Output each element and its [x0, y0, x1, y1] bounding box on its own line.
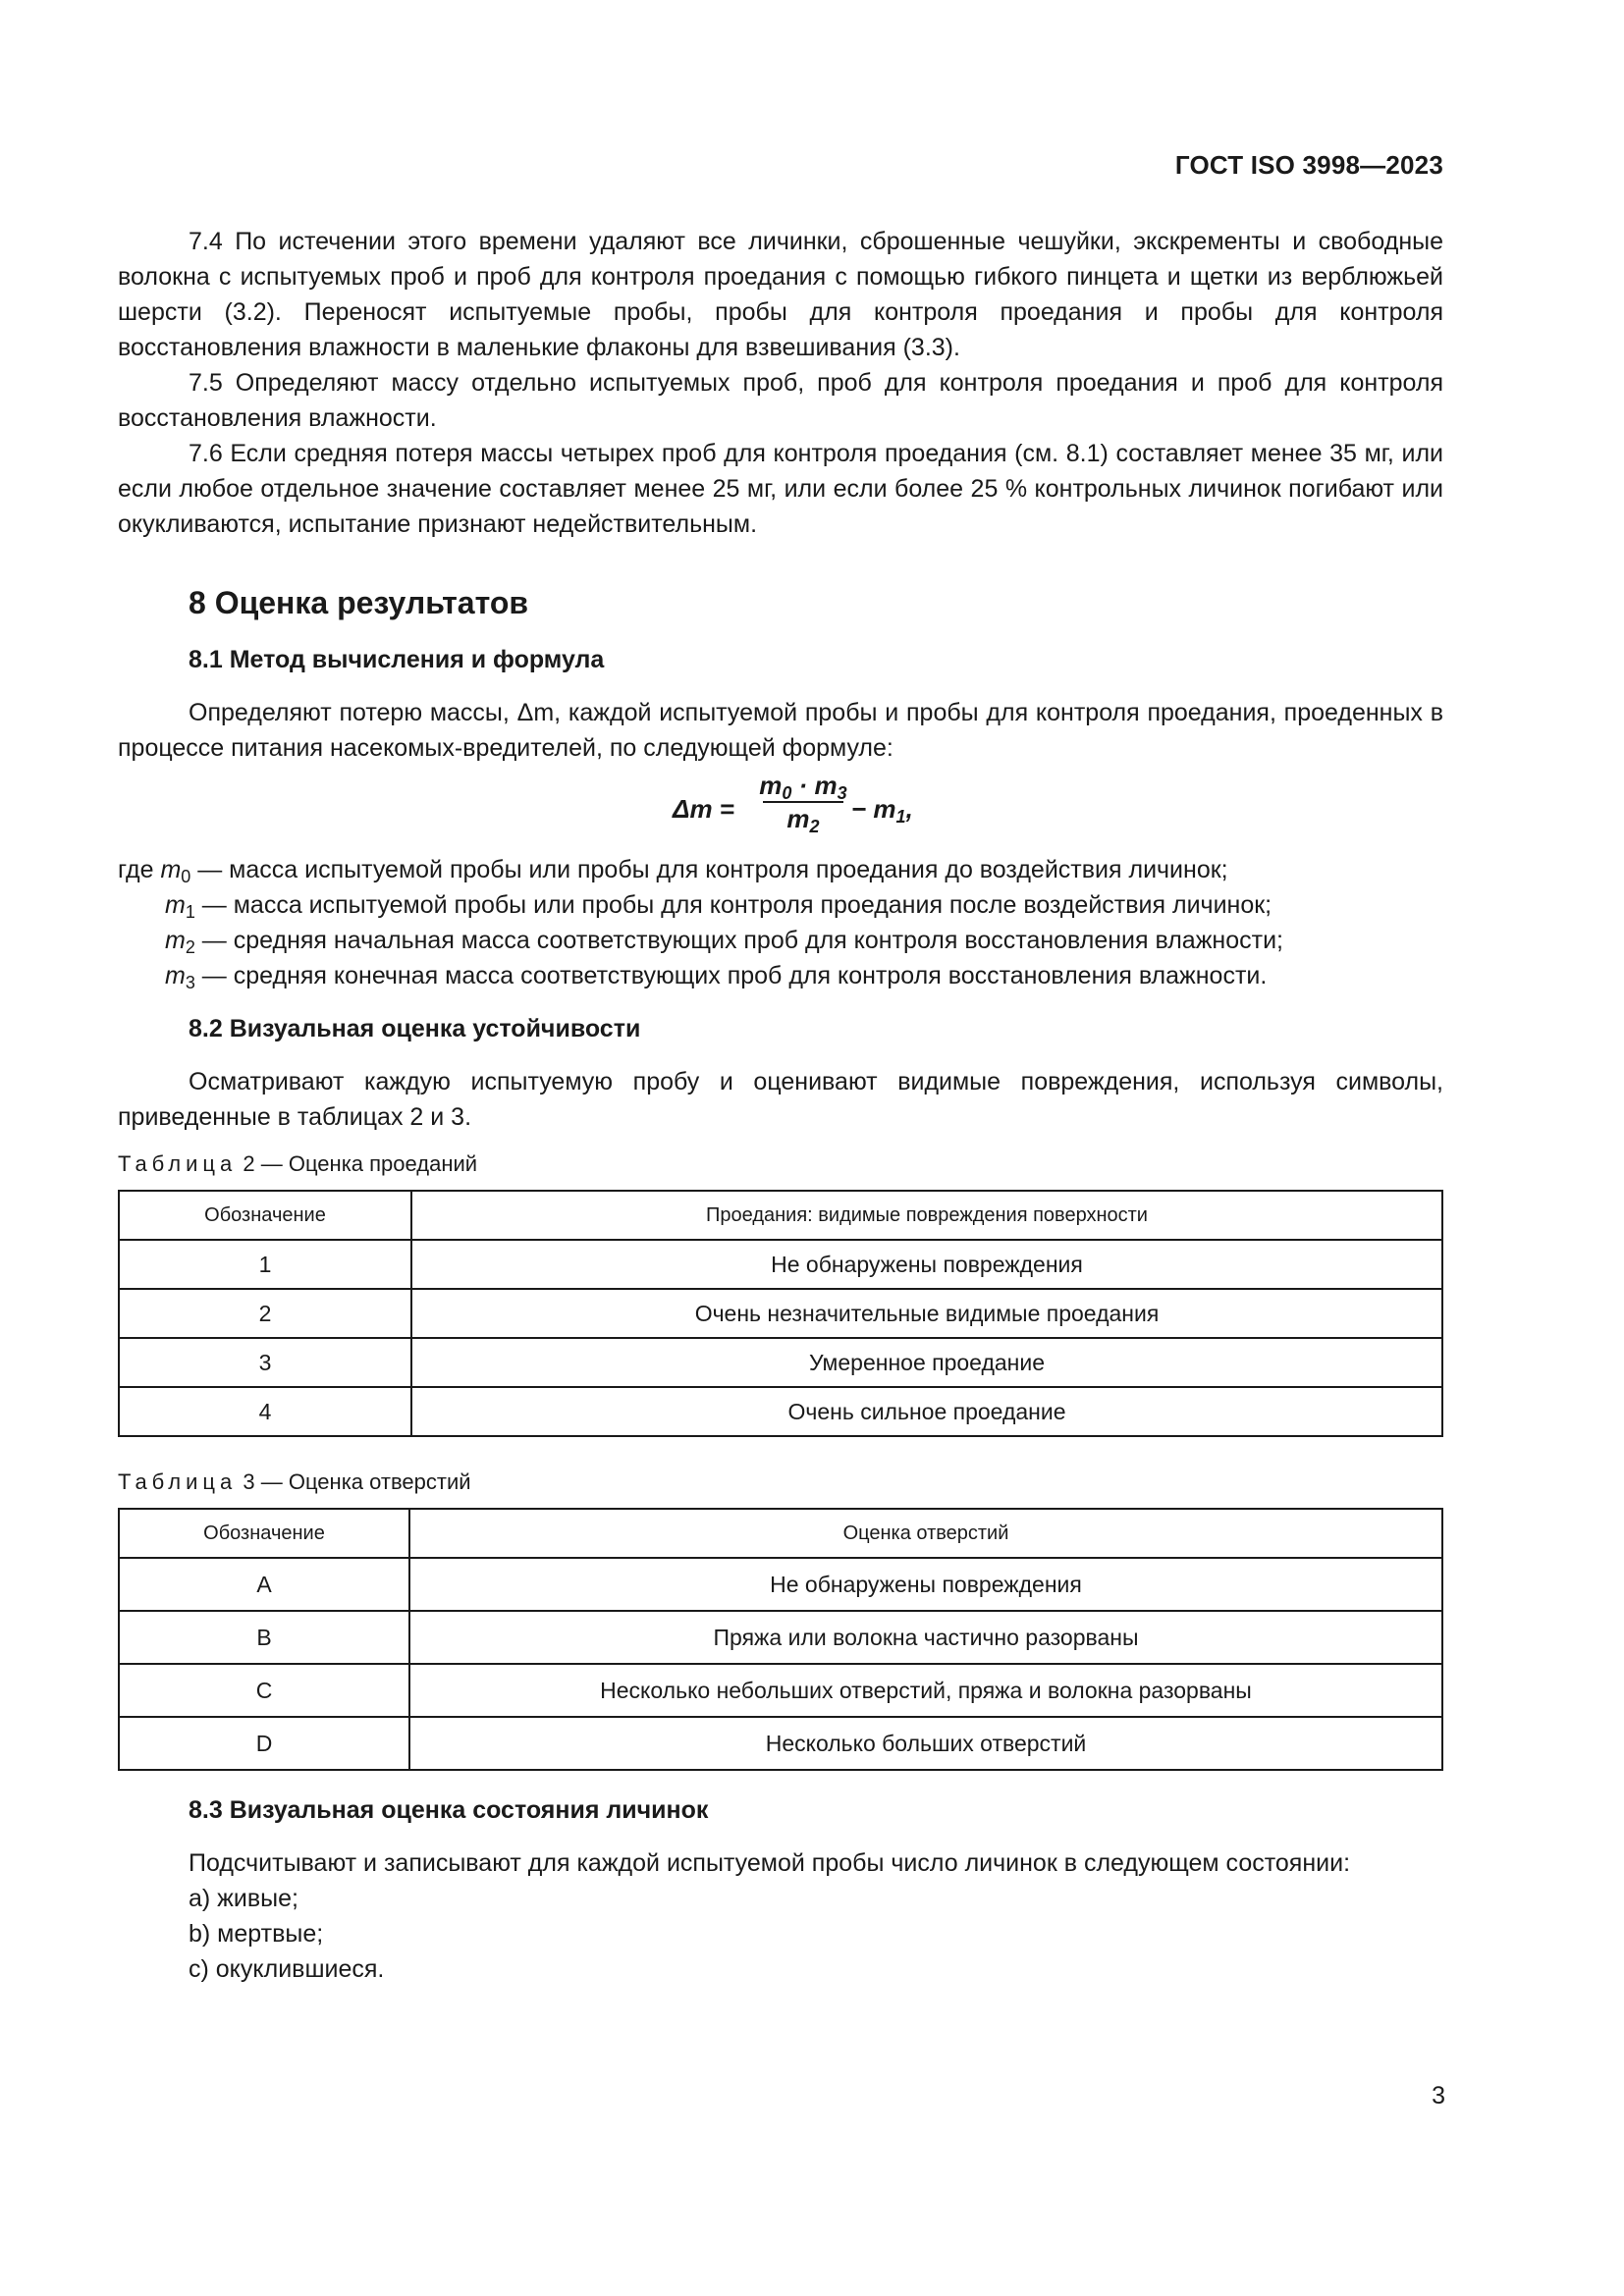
- table-cell: 1: [119, 1240, 411, 1289]
- table-row: [119, 1611, 1442, 1664]
- table-cell: Не обнаружены повреждения: [409, 1558, 1442, 1611]
- table-cell: D: [119, 1717, 409, 1770]
- variable-m3: $m_3$ — средняя конечная масса соответствующих проб для контроля восстановления влажности.: [165, 962, 1268, 992]
- document-id-header: ГОСТ ISO 3998—2023: [1174, 150, 1443, 180]
- formula-lhs: Δm =: [673, 794, 734, 824]
- table-cell: Очень незначительные видимые проедания: [411, 1289, 1442, 1338]
- table-cell: Умеренное проедание: [411, 1338, 1442, 1387]
- table-row: [119, 1558, 1442, 1611]
- table-row: [119, 1289, 1442, 1338]
- table-2-damage-rating: [118, 1190, 1443, 1437]
- table-header-cell: Обозначение: [119, 1509, 409, 1558]
- subsection-8-3-heading: 8.3 Визуальная оценка состояния личинок: [189, 1796, 709, 1824]
- page-content: [118, 224, 1443, 1987]
- table-header-row: [119, 1509, 1442, 1558]
- paragraph-7-4: 7.4 По истечении этого времени удаляют все личинки, сброшенные чешуйки, экскременты и свободные волокна с испытуемых проб и проб для контроля проедания с помощью гибкого пинцета и щетки из верблюжьей шерсти (3.2). Переносят испытуемые пробы, пробы для контроля проедания и пробы для контроля восстановления влажности в маленькие флаконы для взвешивания (3.3).: [118, 228, 1443, 361]
- table-header-cell: Обозначение: [119, 1191, 411, 1240]
- table-2-caption: Таблица 2 — Оценка проеданий: [118, 1151, 478, 1176]
- formula-variable-list: [118, 852, 1443, 993]
- table-cell: Не обнаружены повреждения: [411, 1240, 1442, 1289]
- table-row: [119, 1664, 1442, 1717]
- table-cell: Пряжа или волокна частично разорваны: [409, 1611, 1442, 1664]
- larvae-state-list: [118, 1881, 1443, 1987]
- paragraph-7-6: 7.6 Если средняя потеря массы четырех проб для контроля проедания (см. 8.1) составляет менее 35 мг, или если любое отдельное значение составляет менее 25 мг, или если более 25 % контрольных личинок погибают или окукливаются, испытание признают недействительным.: [118, 440, 1443, 538]
- paragraph-8-2: Осматривают каждую испытуемую пробу и оценивают видимые повреждения, используя символы, приведенные в таблицах 2 и 3.: [118, 1068, 1443, 1131]
- formula-rhs: − $m_1$,: [851, 794, 913, 827]
- variable-m2: $m_2$ — средняя начальная масса соответствующих проб для контроля восстановления влажности;: [165, 927, 1283, 957]
- table-header-cell: Оценка отверстий: [409, 1509, 1442, 1558]
- variable-m0: где $m_0$ — масса испытуемой пробы или пробы для контроля проедания до воздействия личинок;: [118, 856, 1228, 886]
- table-row: [119, 1338, 1442, 1387]
- table-header-row: [119, 1191, 1442, 1240]
- formula-denominator: $m_2$: [786, 804, 820, 836]
- table-cell: 2: [119, 1289, 411, 1338]
- paragraph-7-5: 7.5 Определяют массу отдельно испытуемых проб, проб для контроля проедания и проб для контроля восстановления влажности.: [118, 369, 1443, 432]
- table-cell: C: [119, 1664, 409, 1717]
- table-cell: 4: [119, 1387, 411, 1436]
- subsection-8-1-heading: 8.1 Метод вычисления и формула: [189, 646, 605, 673]
- section-8-heading: 8 Оценка результатов: [189, 585, 529, 620]
- page-number: 3: [1432, 2082, 1445, 2109]
- list-item: a) живые;: [189, 1885, 298, 1912]
- list-item: c) окуклившиеся.: [189, 1955, 385, 1983]
- table-row: [119, 1717, 1442, 1770]
- table-cell: B: [119, 1611, 409, 1664]
- table-cell: Несколько небольших отверстий, пряжа и волокна разорваны: [409, 1664, 1442, 1717]
- formula-numerator: $m_0 \cdot m_3$: [759, 771, 847, 803]
- table-cell: Очень сильное проедание: [411, 1387, 1442, 1436]
- table-row: [119, 1240, 1442, 1289]
- table-cell: 3: [119, 1338, 411, 1387]
- paragraph-8-1: Определяют потерю массы, Δm, каждой испытуемой пробы и пробы для контроля проедания, проеденных в процессе питания насекомых-вредителей, по следующей формуле:: [118, 699, 1443, 762]
- formula-fraction: [759, 770, 847, 834]
- paragraph-8-3: Подсчитывают и записывают для каждой испытуемой пробы число личинок в следующем состоянии:: [189, 1849, 1351, 1877]
- list-item: b) мертвые;: [189, 1920, 324, 1948]
- table-cell: Несколько больших отверстий: [409, 1717, 1442, 1770]
- table-header-cell: Проедания: видимые повреждения поверхности: [411, 1191, 1442, 1240]
- table-cell: A: [119, 1558, 409, 1611]
- mass-loss-formula: [118, 770, 1443, 842]
- variable-m1: $m_1$ — масса испытуемой пробы или пробы для контроля проедания после воздействия личинок;: [165, 891, 1272, 922]
- table-3-caption: Таблица 3 — Оценка отверстий: [118, 1469, 471, 1494]
- table-3-hole-rating: [118, 1508, 1443, 1771]
- subsection-8-2-heading: 8.2 Визуальная оценка устойчивости: [189, 1015, 641, 1042]
- table-row: [119, 1387, 1442, 1436]
